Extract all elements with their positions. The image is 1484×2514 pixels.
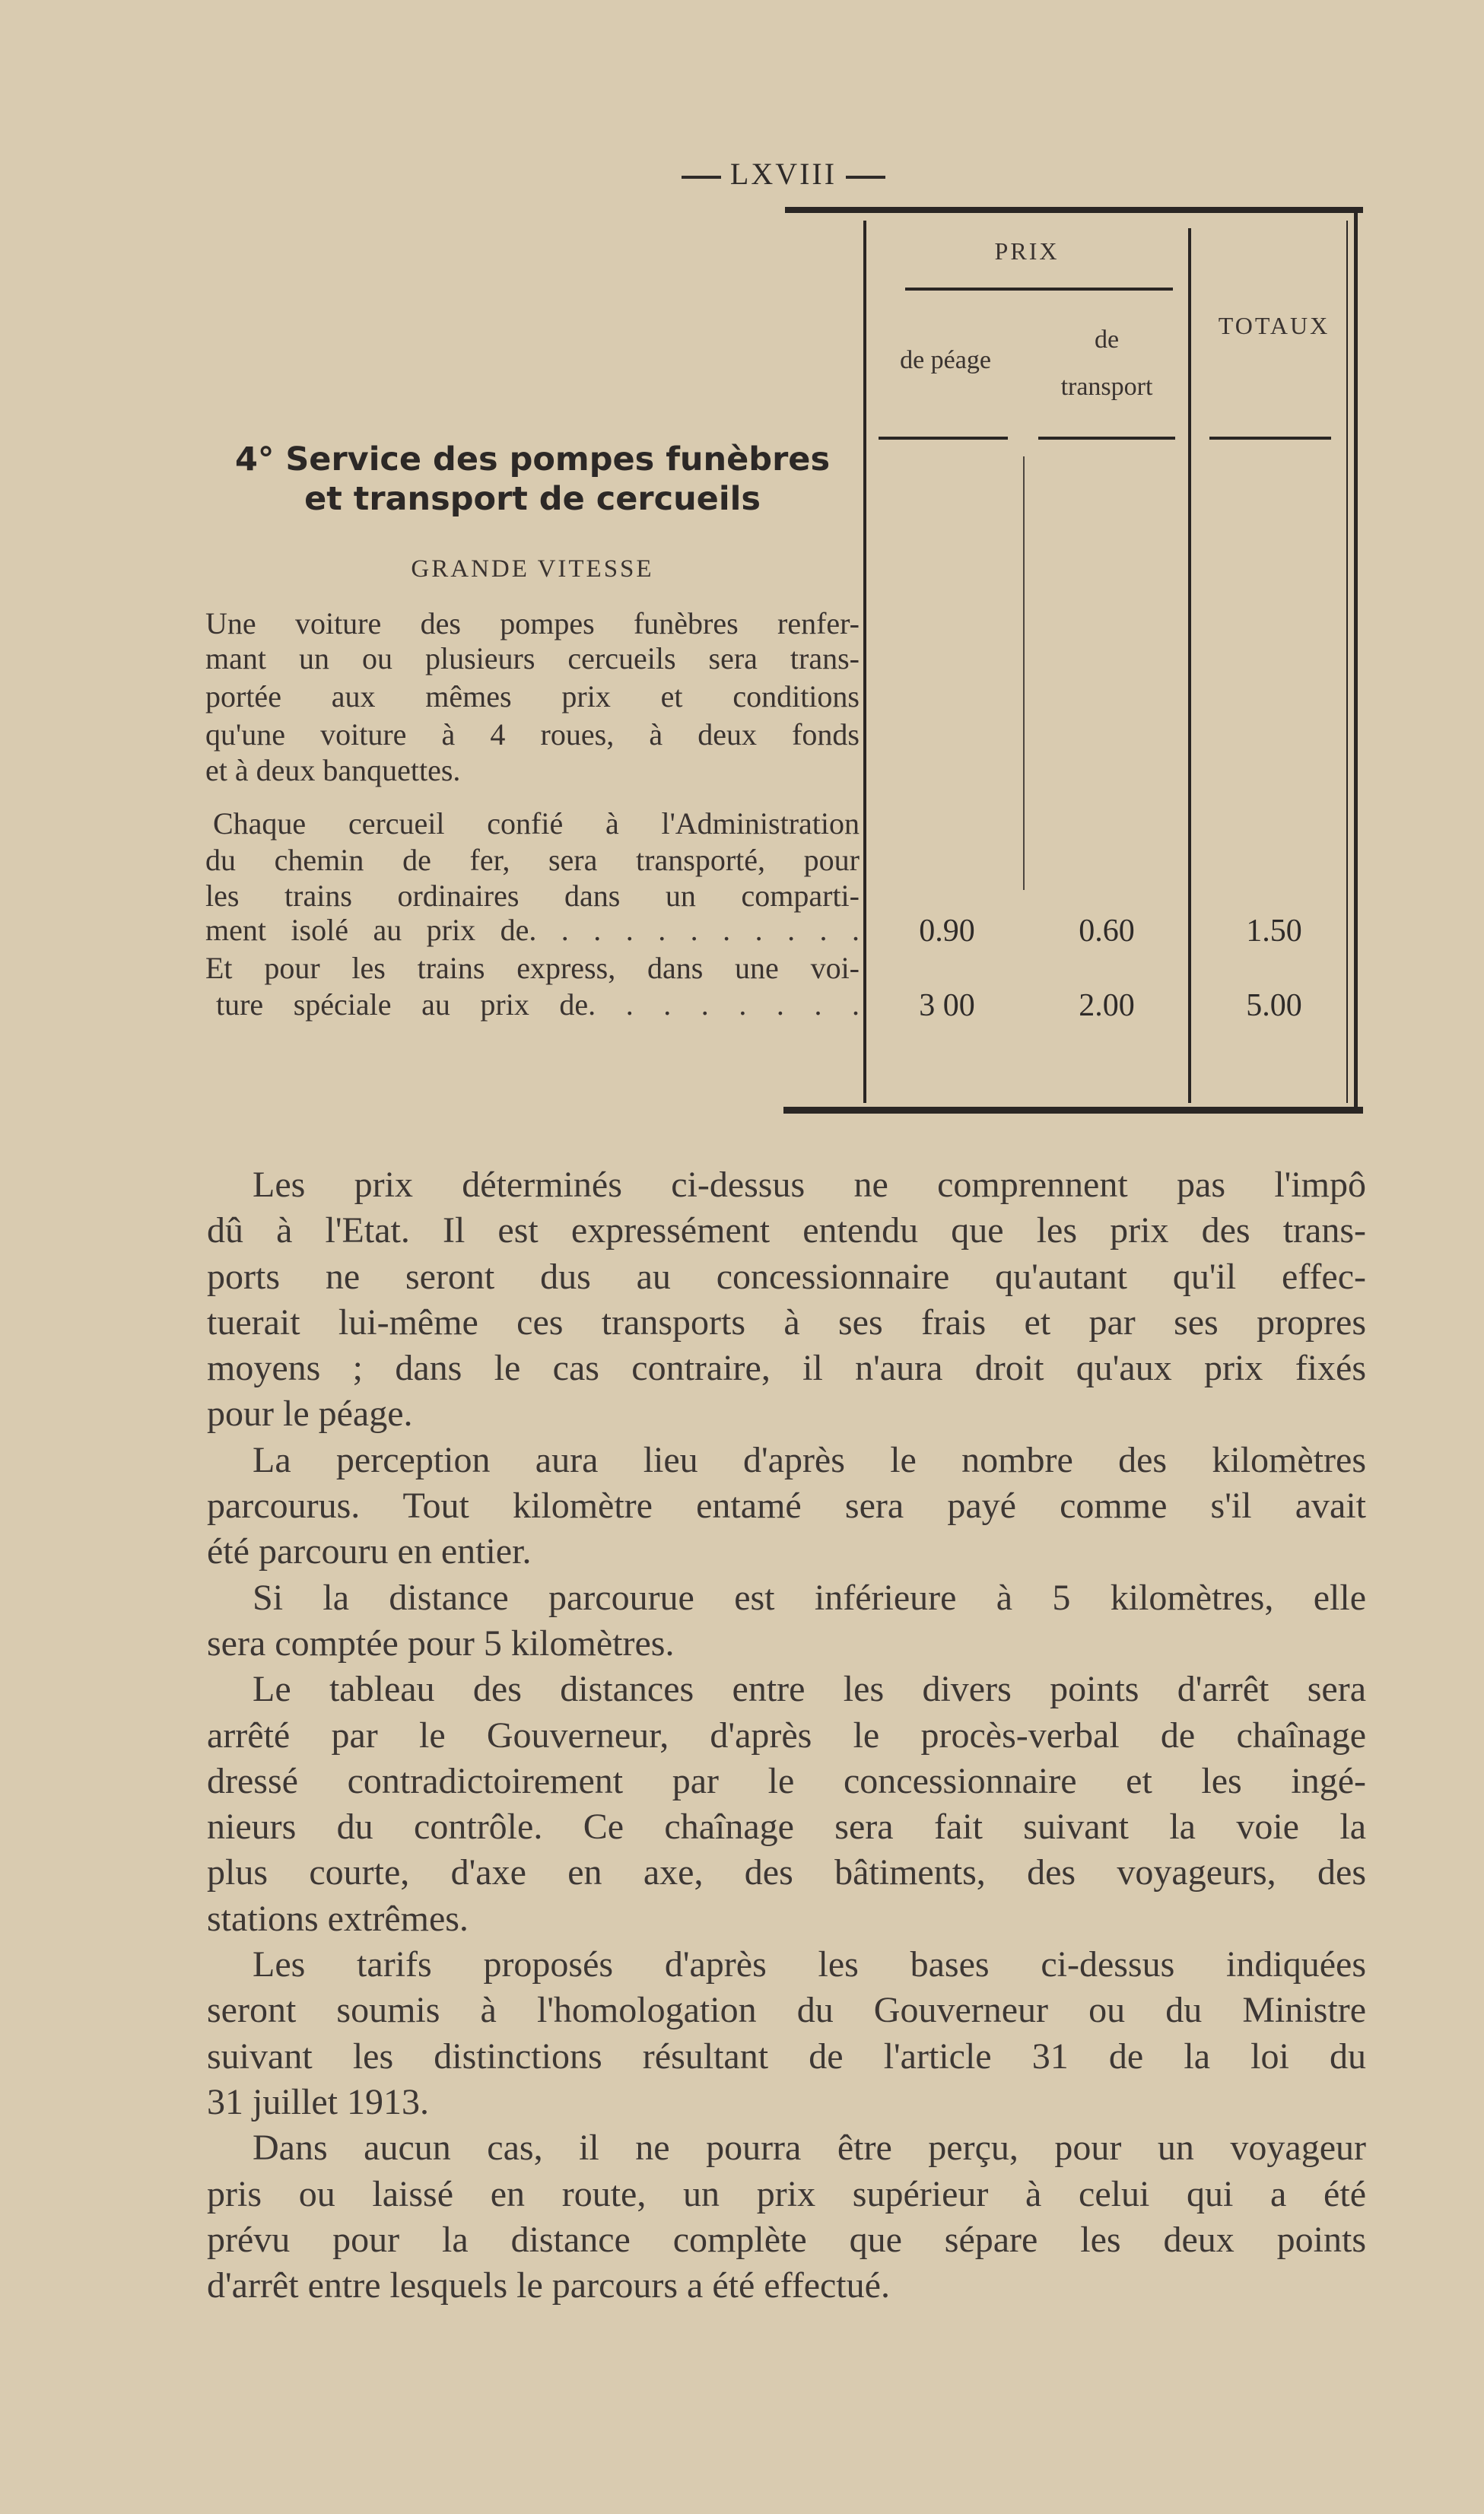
page-number-text: LXVIII xyxy=(729,157,837,191)
body-line: pris ou laissé en route, un prix supérieur à celui qui a été xyxy=(207,2173,1366,2214)
body-line: Le tableau des distances entre les divers points d'arrêt sera xyxy=(253,1669,1366,1710)
page-number xyxy=(654,156,913,192)
header-prix: PRIX xyxy=(994,237,1060,265)
body-line: plus courte, d'axe en axe, des bâtiments, des voyageurs, des xyxy=(207,1852,1366,1893)
row2-peage: 3 00 xyxy=(919,988,975,1023)
body-line: sera comptée pour 5 kilomètres. xyxy=(207,1622,675,1664)
table-bottom-rule xyxy=(783,1107,1363,1114)
section-title-line1: 4° Service des pompes funèbres xyxy=(234,440,831,478)
body-line: dû à l'Etat. Il est expressément entendu que les prix des trans- xyxy=(207,1210,1366,1251)
body-line: Les prix déterminés ci-dessus ne comprennent pas l'impô xyxy=(253,1165,1366,1205)
grande-vitesse-heading: GRANDE VITESSE xyxy=(411,555,654,583)
body-line: ports ne seront dus au concessionnaire qu'autant qu'il effec- xyxy=(207,1256,1366,1297)
body-text xyxy=(207,1162,1366,2309)
para3-line: Et pour les trains express, dans une voi- xyxy=(205,951,860,985)
header-underline-totaux xyxy=(1209,437,1331,440)
body-line: dressé contradictoirement par le concessionnaire et les ingé- xyxy=(207,1760,1366,1801)
page-number-dash-left xyxy=(682,176,721,179)
prix-brace-rule xyxy=(905,288,1173,291)
table-mid-rule xyxy=(1188,228,1191,1103)
row2-transport: 2.00 xyxy=(1079,988,1135,1023)
table-right-rule xyxy=(1354,213,1358,1109)
header-transport-de: de xyxy=(1094,326,1120,354)
section-title-line2: et transport de cercueils xyxy=(304,480,761,518)
row1-transport: 0.60 xyxy=(1079,914,1135,949)
body-line: Dans aucun cas, il ne pourra être perçu, pour un voyageur xyxy=(253,2128,1366,2169)
body-line: arrêté par le Gouverneur, d'après le procès-verbal de chaînage xyxy=(207,1715,1366,1756)
body-line: seront soumis à l'homologation du Gouverneur ou du Ministre xyxy=(207,1990,1366,2031)
peage-transport-divider xyxy=(1023,456,1025,890)
body-line: moyens ; dans le cas contraire, il n'aura droit qu'aux prix fixés xyxy=(207,1348,1366,1389)
para1-line: Une voiture des pompes funèbres renfer- xyxy=(205,606,860,640)
body-line: 31 juillet 1913. xyxy=(207,2081,429,2122)
para1-line: mant un ou plusieurs cercueils sera trans- xyxy=(205,641,860,675)
body-line: Si la distance parcourue est inférieure à 5 kilomètres, elle xyxy=(253,1577,1366,1618)
para2-line: Chaque cercueil confié à l'Administration xyxy=(213,806,860,841)
body-line: pour le péage. xyxy=(207,1394,413,1435)
body-line: été parcouru en entier. xyxy=(207,1531,532,1572)
row1-peage: 0.90 xyxy=(919,914,975,949)
page-number-dash-right xyxy=(846,176,885,179)
section-title xyxy=(205,440,860,519)
table-right-rule-inner xyxy=(1346,221,1348,1103)
table-top-rule xyxy=(785,207,1363,213)
header-peage: de péage xyxy=(900,346,991,374)
para1-line: et à deux banquettes. xyxy=(205,753,461,787)
para1-line: portée aux mêmes prix et conditions xyxy=(205,679,860,714)
body-line: prévu pour la distance complète que sépare les deux points xyxy=(207,2219,1366,2260)
body-line: La perception aura lieu d'après le nombre des kilomètres xyxy=(253,1439,1366,1480)
row1-total: 1.50 xyxy=(1246,914,1302,949)
table-left-rule xyxy=(863,221,866,1103)
body-line: tuerait lui-même ces transports à ses frais et par ses propres xyxy=(207,1301,1366,1343)
body-line: parcourus. Tout kilomètre entamé sera payé comme s'il avait xyxy=(207,1486,1366,1527)
header-underline-transport xyxy=(1038,437,1175,440)
body-line: suivant les distinctions résultant de l'article 31 de la loi du xyxy=(207,2036,1366,2077)
row2-total: 5.00 xyxy=(1246,988,1302,1023)
header-transport: transport xyxy=(1060,373,1153,401)
header-totaux: TOTAUX xyxy=(1218,312,1330,339)
body-line: stations extrêmes. xyxy=(207,1898,469,1939)
header-underline-peage xyxy=(879,437,1008,440)
para2-line: ment isolé au prix de. . . . . . . . . . . xyxy=(205,913,860,947)
body-line: d'arrêt entre lesquels le parcours a été effectué. xyxy=(207,2265,890,2306)
body-line: Les tarifs proposés d'après les bases ci-dessus indiquées xyxy=(253,1944,1366,1985)
para1-line: qu'une voiture à 4 roues, à deux fonds xyxy=(205,717,860,752)
body-line: nieurs du contrôle. Ce chaînage sera fait suivant la voie la xyxy=(207,1807,1366,1848)
para2-line: les trains ordinaires dans un comparti- xyxy=(205,879,860,913)
para2-line: du chemin de fer, sera transporté, pour xyxy=(205,843,860,877)
para3-line: ture spéciale au prix de. . . . . . . . xyxy=(216,987,860,1022)
